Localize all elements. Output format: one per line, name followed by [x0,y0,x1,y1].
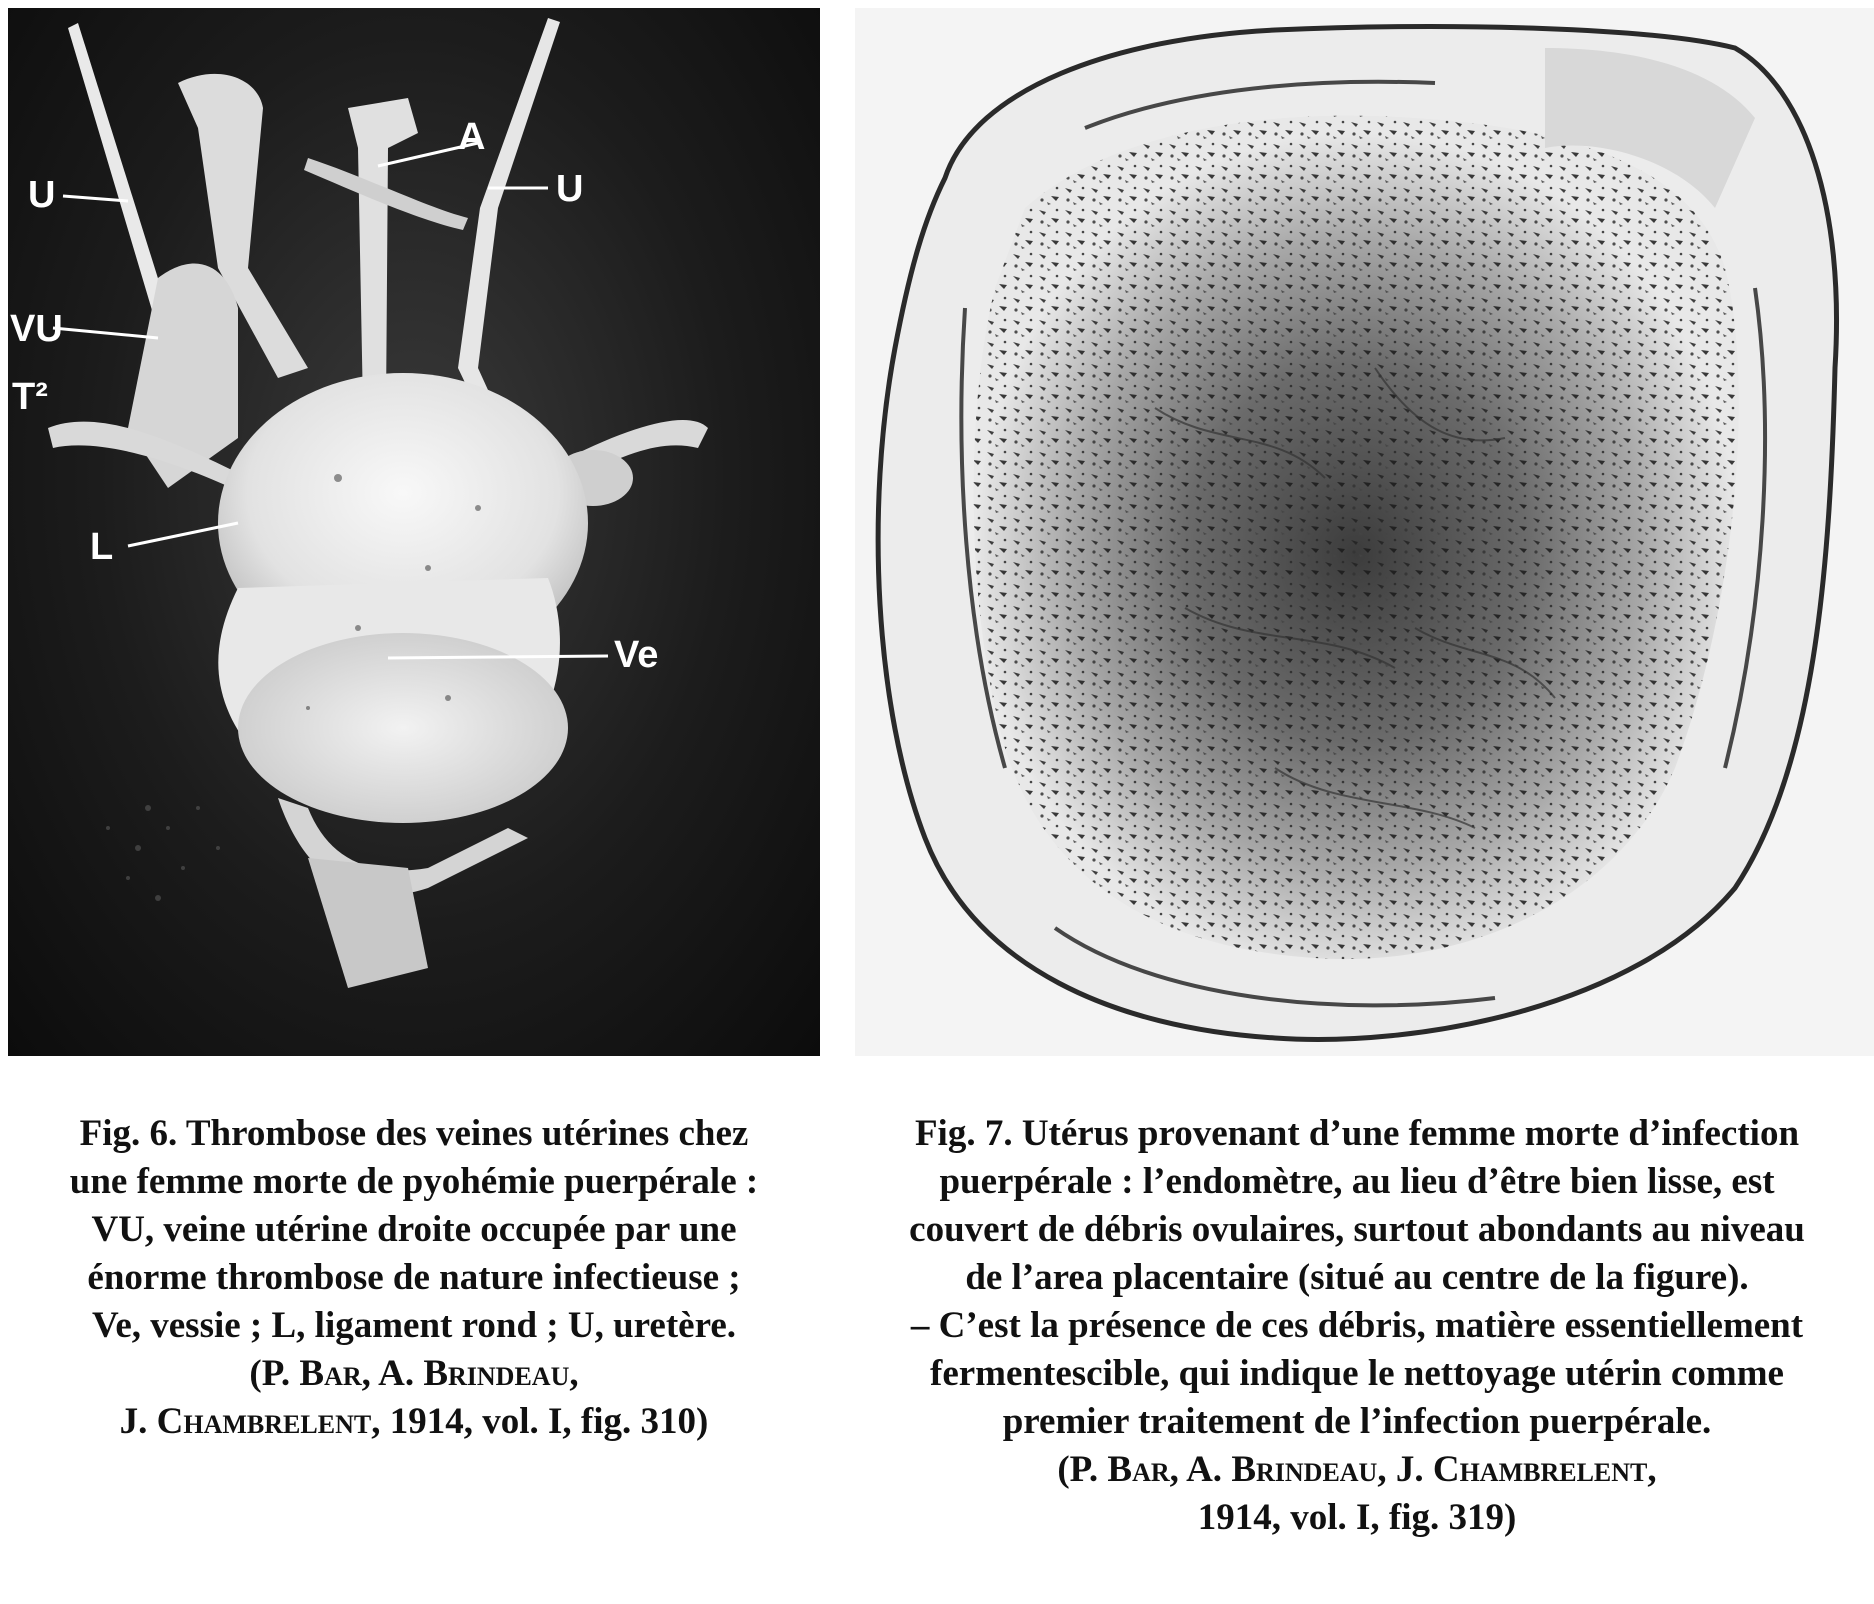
citation-text: , [569,1353,579,1394]
caption-citation-line [840,1446,1874,1494]
caption-citation-line: 1914, vol. I, fig. 319) [1197,1497,1517,1538]
caption-line: énorme thrombose de nature infectieuse ; [87,1257,741,1298]
citation-author-bar: Bar [299,1353,362,1394]
figure-7-photograph [855,8,1874,1056]
figure-6-caption [8,1110,820,1446]
figure-7-caption [840,1110,1874,1542]
label-u-left: U [28,174,56,216]
caption-line: Fig. 7. Utérus provenant d’une femme morte d’infection [914,1113,1800,1154]
label-l: L [90,526,114,568]
citation-text: , A. [361,1353,424,1394]
label-u-right: U [556,168,584,210]
citation-author-chambrelent: Chambrelent [156,1401,372,1442]
citation-text: , [1647,1449,1657,1490]
citation-author-bar: Bar [1107,1449,1170,1490]
caption-line: premier traitement de l’infection puerpérale. [1002,1401,1712,1442]
caption-line: Fig. 6. Thrombose des veines utérines chez [79,1113,749,1154]
citation-text: , 1914, vol. I, fig. 310) [371,1401,709,1442]
citation-text: , A. [1169,1449,1232,1490]
citation-text: , J. [1377,1449,1433,1490]
citation-author-brindeau: Brindeau [423,1353,570,1394]
citation-author-chambrelent: Chambrelent [1432,1449,1648,1490]
caption-line: de l’area placentaire (situé au centre de la figure). [965,1257,1749,1298]
caption-line: VU, veine utérine droite occupée par une [91,1209,737,1250]
caption-line: couvert de débris ovulaires, surtout abondants au niveau [909,1209,1805,1250]
caption-citation-line [8,1398,820,1446]
citation-text: (P. [249,1353,300,1394]
photo-uterus-endometrium-icon [855,8,1874,1056]
caption-line: une femme morte de pyohémie puerpérale : [69,1161,759,1202]
caption-citation-line [8,1350,820,1398]
citation-author-brindeau: Brindeau [1231,1449,1378,1490]
citation-text: J. [119,1401,157,1442]
caption-line: fermentescible, qui indique le nettoyage utérin comme [930,1353,1784,1394]
photo-uterus-thrombosis-icon [8,8,820,1056]
label-t2: T² [12,376,48,418]
label-ve: Ve [614,634,659,676]
label-a: A [458,116,486,158]
caption-line: – C’est la présence de ces débris, matière essentiellement [910,1305,1804,1346]
label-vu: VU [10,308,63,350]
citation-text: (P. [1057,1449,1108,1490]
figure-6-photograph [8,8,820,1056]
caption-line: Ve, vessie ; L, ligament rond ; U, uretère. [92,1305,736,1346]
caption-line: puerpérale : l’endomètre, au lieu d’être bien lisse, est [939,1161,1775,1202]
